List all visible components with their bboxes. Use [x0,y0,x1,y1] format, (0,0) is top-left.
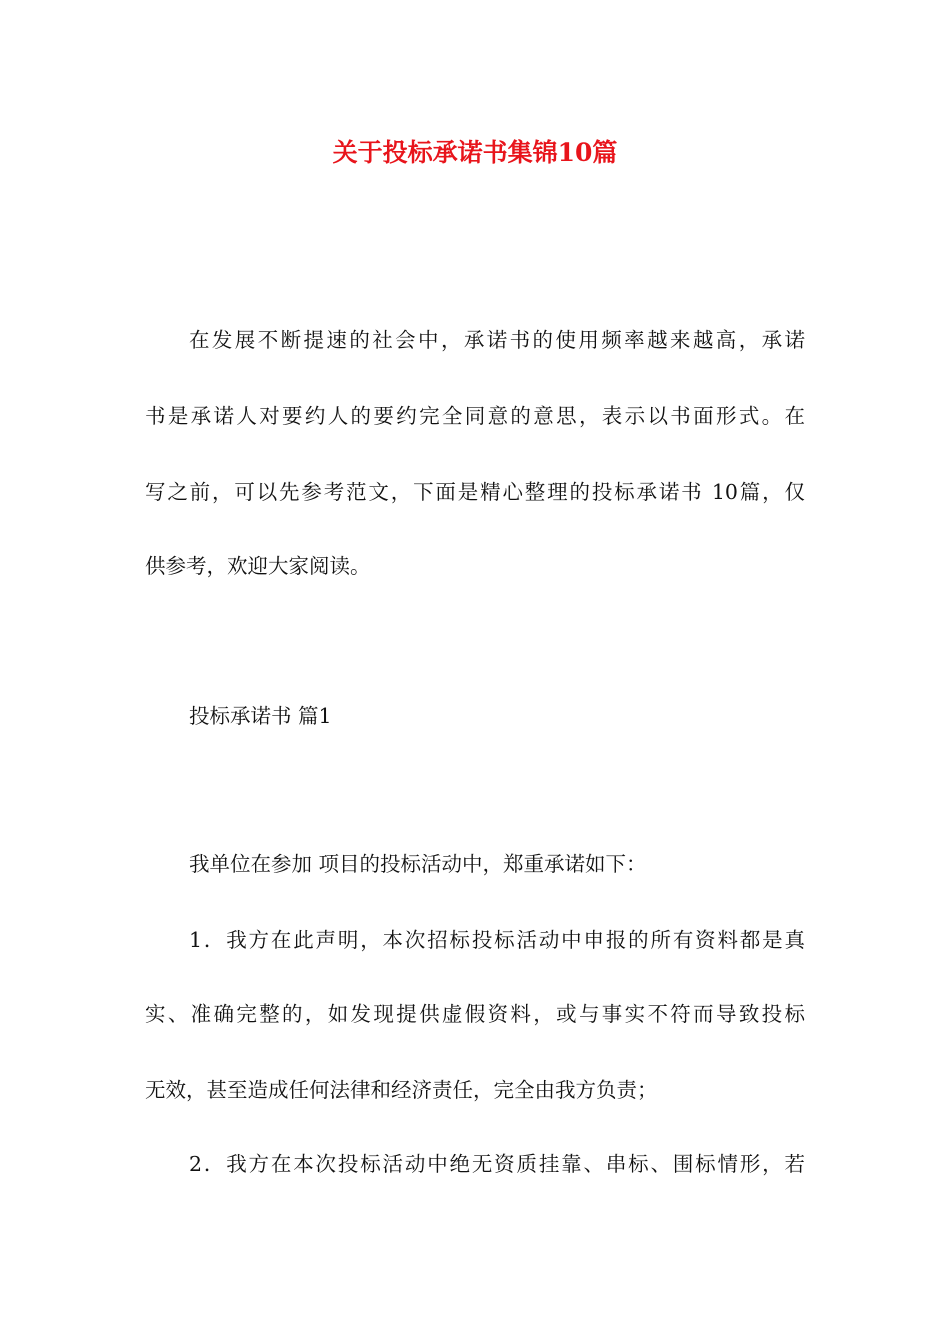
section-heading: 投标承诺书 篇1 [189,704,332,728]
intro-paragraph-line-2: 书是承诺人对要约人的要约完全同意的意思，表示以书面形式。在 [145,404,805,428]
intro-paragraph-line-4: 供参考，欢迎大家阅读。 [145,554,371,578]
body-paragraph-line-3: 实、准确完整的，如发现提供虚假资料，或与事实不符而导致投标 [145,1002,805,1026]
body-paragraph-line-1: 我单位在参加 项目的投标活动中，郑重承诺如下： [189,852,647,876]
body-paragraph-line-5: 2．我方在本次投标活动中绝无资质挂靠、串标、围标情形，若 [189,1152,805,1176]
document-title: 关于投标承诺书集锦10篇 [332,138,618,167]
body-paragraph-line-2: 1．我方在此声明，本次招标投标活动中申报的所有资料都是真 [189,928,805,952]
intro-paragraph-line-1: 在发展不断提速的社会中，承诺书的使用频率越来越高，承诺 [189,328,805,352]
body-paragraph-line-4: 无效，甚至造成任何法律和经济责任，完全由我方负责； [145,1078,658,1102]
intro-paragraph-line-3: 写之前，可以先参考范文，下面是精心整理的投标承诺书 10篇，仅 [145,480,805,504]
